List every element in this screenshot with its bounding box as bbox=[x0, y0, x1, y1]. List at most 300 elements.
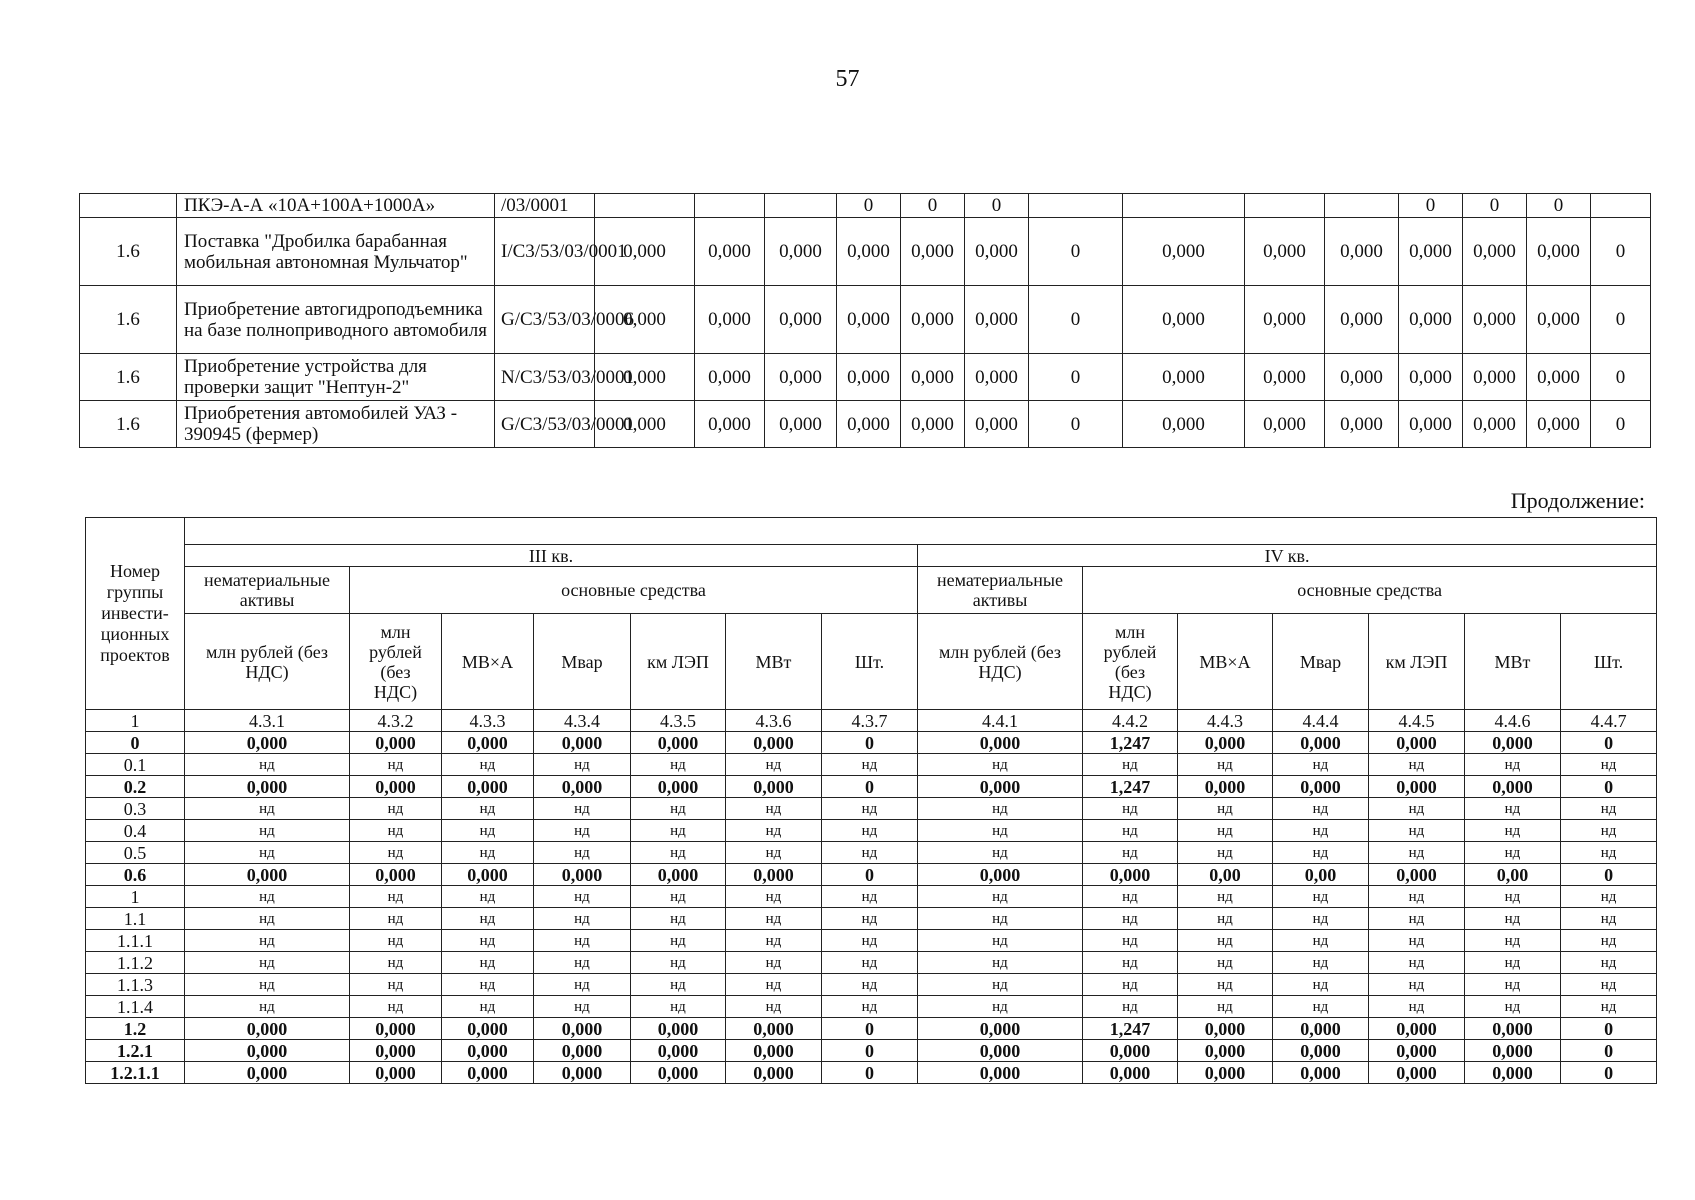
value-cell: 0,000 bbox=[1325, 354, 1399, 401]
q4-fixed-mln-header: млн рублей (без НДС) bbox=[1083, 614, 1178, 710]
value-cell: нд bbox=[726, 886, 822, 908]
value-cell: 0,000 bbox=[534, 1040, 631, 1062]
value-cell: нд bbox=[1273, 908, 1369, 930]
value-cell: нд bbox=[918, 820, 1083, 842]
value-cell: нд bbox=[1561, 820, 1657, 842]
value-cell: нд bbox=[534, 930, 631, 952]
value-cell: 0 bbox=[1561, 776, 1657, 798]
value-cell: 0,000 bbox=[726, 776, 822, 798]
project-name-cell: Поставка "Дробилка барабанная мобильная автономная Мульчатор" bbox=[177, 218, 495, 286]
table-row bbox=[86, 754, 1657, 776]
value-cell: нд bbox=[1465, 754, 1561, 776]
value-cell: нд bbox=[822, 996, 918, 1018]
value-cell: нд bbox=[534, 842, 631, 864]
project-name-cell: ПКЭ-А-А «10А+100А+1000А» bbox=[177, 194, 495, 218]
value-cell: 0,000 bbox=[595, 218, 695, 286]
value-cell: 0,000 bbox=[1273, 1062, 1369, 1084]
value-cell: 0,000 bbox=[1465, 1018, 1561, 1040]
top-table-row bbox=[80, 194, 1651, 218]
table-row bbox=[86, 908, 1657, 930]
value-cell: 0,000 bbox=[631, 1040, 726, 1062]
value-cell: 0,00 bbox=[1178, 864, 1273, 886]
table-row bbox=[86, 710, 1657, 732]
value-cell: 0,000 bbox=[1245, 401, 1325, 448]
value-cell: 0 bbox=[1527, 194, 1591, 218]
value-cell: 4.3.7 bbox=[822, 710, 918, 732]
value-cell: нд bbox=[1561, 930, 1657, 952]
value-cell: 0,000 bbox=[185, 1018, 350, 1040]
value-cell: нд bbox=[442, 908, 534, 930]
value-cell bbox=[1325, 194, 1399, 218]
value-cell: 0,000 bbox=[918, 732, 1083, 754]
continuation-label: Продолжение: bbox=[1510, 488, 1645, 513]
q4-intangible-mln-header: млн рублей (без НДС) bbox=[918, 614, 1083, 710]
value-cell: 0 bbox=[1591, 354, 1651, 401]
value-cell: 0,000 bbox=[185, 1062, 350, 1084]
value-cell: нд bbox=[1273, 952, 1369, 974]
value-cell: нд bbox=[1178, 798, 1273, 820]
value-cell: 0,000 bbox=[695, 354, 765, 401]
value-cell: нд bbox=[822, 930, 918, 952]
table-row bbox=[86, 820, 1657, 842]
value-cell: нд bbox=[442, 886, 534, 908]
value-cell: 0,000 bbox=[1325, 401, 1399, 448]
value-cell: нд bbox=[1465, 996, 1561, 1018]
value-cell: нд bbox=[1083, 974, 1178, 996]
value-cell: 4.3.2 bbox=[350, 710, 442, 732]
value-cell: нд bbox=[1083, 886, 1178, 908]
value-cell bbox=[1591, 194, 1651, 218]
value-cell: 0,000 bbox=[1123, 286, 1245, 354]
value-cell: 0 bbox=[965, 194, 1029, 218]
investment-projects-table-main bbox=[85, 517, 1657, 1084]
value-cell: 0,000 bbox=[765, 218, 837, 286]
value-cell: 0,000 bbox=[1178, 1018, 1273, 1040]
value-cell: нд bbox=[726, 952, 822, 974]
value-cell: 0,000 bbox=[1273, 732, 1369, 754]
project-code-cell: G/C3/53/03/0006 bbox=[495, 286, 595, 354]
group-number-cell: 1.6 bbox=[80, 401, 177, 448]
value-cell: нд bbox=[1273, 974, 1369, 996]
value-cell: 0 bbox=[1029, 354, 1123, 401]
value-cell bbox=[1245, 194, 1325, 218]
value-cell: нд bbox=[350, 952, 442, 974]
quarter-4-header: IV кв. bbox=[918, 545, 1657, 567]
value-cell: нд bbox=[1369, 974, 1465, 996]
group-number-cell: 1.6 bbox=[80, 218, 177, 286]
value-cell: 0,000 bbox=[442, 864, 534, 886]
value-cell: нд bbox=[631, 754, 726, 776]
value-cell: 0,000 bbox=[185, 1040, 350, 1062]
value-cell: нд bbox=[350, 798, 442, 820]
value-cell: нд bbox=[1369, 930, 1465, 952]
value-cell: 0,000 bbox=[631, 776, 726, 798]
value-cell: нд bbox=[726, 842, 822, 864]
value-cell: 0,000 bbox=[765, 286, 837, 354]
value-cell: 1,247 bbox=[1083, 776, 1178, 798]
value-cell: 0,000 bbox=[1245, 286, 1325, 354]
table-row bbox=[86, 842, 1657, 864]
value-cell: нд bbox=[1273, 842, 1369, 864]
value-cell: 1,247 bbox=[1083, 1018, 1178, 1040]
value-cell: 0,000 bbox=[442, 776, 534, 798]
value-cell: 4.4.6 bbox=[1465, 710, 1561, 732]
value-cell: 0,000 bbox=[350, 864, 442, 886]
value-cell: нд bbox=[1083, 952, 1178, 974]
value-cell: нд bbox=[1083, 820, 1178, 842]
value-cell: нд bbox=[1369, 908, 1465, 930]
value-cell: нд bbox=[442, 842, 534, 864]
group-number-cell: 1.2.1 bbox=[86, 1040, 185, 1062]
value-cell: 0,000 bbox=[1465, 1040, 1561, 1062]
value-cell: нд bbox=[1273, 996, 1369, 1018]
value-cell: нд bbox=[726, 754, 822, 776]
table-row bbox=[86, 974, 1657, 996]
value-cell: нд bbox=[1465, 952, 1561, 974]
value-cell: 0,000 bbox=[837, 354, 901, 401]
group-number-cell: 0.3 bbox=[86, 798, 185, 820]
value-cell: 0,000 bbox=[695, 218, 765, 286]
value-cell: нд bbox=[1273, 930, 1369, 952]
value-cell: 0,000 bbox=[1527, 218, 1591, 286]
value-cell: 0 bbox=[822, 732, 918, 754]
value-cell: нд bbox=[631, 842, 726, 864]
value-cell: 0,000 bbox=[726, 732, 822, 754]
value-cell: нд bbox=[918, 886, 1083, 908]
value-cell: нд bbox=[534, 820, 631, 842]
value-cell: 0 bbox=[837, 194, 901, 218]
value-cell: 0,000 bbox=[534, 732, 631, 754]
value-cell: 0,000 bbox=[695, 401, 765, 448]
value-cell: нд bbox=[534, 798, 631, 820]
value-cell: 0 bbox=[822, 1018, 918, 1040]
group-number-cell: 1.6 bbox=[80, 354, 177, 401]
value-cell: нд bbox=[918, 842, 1083, 864]
value-cell: 0,000 bbox=[726, 864, 822, 886]
value-cell: 0,000 bbox=[918, 864, 1083, 886]
value-cell: нд bbox=[1273, 798, 1369, 820]
value-cell: нд bbox=[918, 996, 1083, 1018]
value-cell: нд bbox=[631, 952, 726, 974]
value-cell: 4.4.2 bbox=[1083, 710, 1178, 732]
value-cell: нд bbox=[185, 842, 350, 864]
value-cell: 0,000 bbox=[1178, 1062, 1273, 1084]
investment-projects-table-top bbox=[79, 193, 1651, 448]
value-cell: 0,000 bbox=[837, 286, 901, 354]
project-name-cell: Приобретение автогидроподъемника на базе полноприводного автомобиля bbox=[177, 286, 495, 354]
q3-km-header: км ЛЭП bbox=[631, 614, 726, 710]
top-table-row bbox=[80, 354, 1651, 401]
value-cell: 0,000 bbox=[534, 864, 631, 886]
value-cell: 0,000 bbox=[1369, 1062, 1465, 1084]
group-number-header: Номер группы инвести-ционных проектов bbox=[86, 518, 185, 710]
value-cell: 0,000 bbox=[442, 1040, 534, 1062]
value-cell: 0,000 bbox=[442, 1062, 534, 1084]
table-row bbox=[86, 732, 1657, 754]
project-name-cell: Приобретение устройства для проверки защит "Нептун-2" bbox=[177, 354, 495, 401]
value-cell: 0,000 bbox=[595, 286, 695, 354]
value-cell: нд bbox=[1465, 842, 1561, 864]
value-cell: нд bbox=[822, 908, 918, 930]
value-cell: 0 bbox=[822, 776, 918, 798]
value-cell: нд bbox=[726, 930, 822, 952]
q4-fixed-assets-header: основные средства bbox=[1083, 567, 1657, 614]
q3-sht-header: Шт. bbox=[822, 614, 918, 710]
value-cell: 0,000 bbox=[1369, 1040, 1465, 1062]
value-cell: нд bbox=[1561, 886, 1657, 908]
group-number-cell: 0.5 bbox=[86, 842, 185, 864]
q3-mvar-header: Мвар bbox=[534, 614, 631, 710]
q4-mva-header: МВ×А bbox=[1178, 614, 1273, 710]
value-cell: 0,000 bbox=[350, 732, 442, 754]
group-number-cell: 1.1.2 bbox=[86, 952, 185, 974]
value-cell: 0 bbox=[822, 1062, 918, 1084]
top-table-row bbox=[80, 401, 1651, 448]
value-cell: нд bbox=[350, 930, 442, 952]
value-cell: 0,000 bbox=[631, 732, 726, 754]
table-row bbox=[86, 1040, 1657, 1062]
value-cell: 0,000 bbox=[350, 776, 442, 798]
table-row bbox=[86, 864, 1657, 886]
value-cell: 0,000 bbox=[1123, 218, 1245, 286]
value-cell: нд bbox=[1465, 974, 1561, 996]
value-cell: нд bbox=[1561, 974, 1657, 996]
value-cell: нд bbox=[185, 798, 350, 820]
value-cell: нд bbox=[822, 798, 918, 820]
value-cell: 4.4.5 bbox=[1369, 710, 1465, 732]
value-cell: 0,000 bbox=[631, 864, 726, 886]
table-row bbox=[86, 952, 1657, 974]
project-code-cell: N/C3/53/03/0001 bbox=[495, 354, 595, 401]
value-cell: нд bbox=[1465, 930, 1561, 952]
value-cell: нд bbox=[350, 996, 442, 1018]
value-cell: нд bbox=[1465, 820, 1561, 842]
value-cell: 0,000 bbox=[1399, 401, 1463, 448]
value-cell: 0 bbox=[1561, 1040, 1657, 1062]
value-cell: нд bbox=[726, 798, 822, 820]
group-number-cell bbox=[80, 194, 177, 218]
value-cell: 0,000 bbox=[1083, 1040, 1178, 1062]
value-cell: 0,000 bbox=[901, 354, 965, 401]
value-cell: нд bbox=[185, 820, 350, 842]
value-cell: нд bbox=[1369, 820, 1465, 842]
q3-intangible-header: нематериальные активы bbox=[185, 567, 350, 614]
value-cell: нд bbox=[534, 996, 631, 1018]
value-cell: 0 bbox=[1591, 401, 1651, 448]
value-cell: 4.3.3 bbox=[442, 710, 534, 732]
value-cell: нд bbox=[1273, 754, 1369, 776]
value-cell: нд bbox=[918, 952, 1083, 974]
q3-fixed-assets-header: основные средства bbox=[350, 567, 918, 614]
value-cell: 0,000 bbox=[1465, 732, 1561, 754]
group-number-cell: 1 bbox=[86, 886, 185, 908]
value-cell: 0,000 bbox=[901, 218, 965, 286]
value-cell: 0,000 bbox=[631, 1018, 726, 1040]
value-cell: 0,000 bbox=[1369, 864, 1465, 886]
value-cell: нд bbox=[1561, 996, 1657, 1018]
table-row bbox=[86, 776, 1657, 798]
value-cell: 0,000 bbox=[1527, 401, 1591, 448]
table-row bbox=[86, 886, 1657, 908]
project-code-cell: I/C3/53/03/0001 bbox=[495, 218, 595, 286]
value-cell: нд bbox=[350, 820, 442, 842]
group-number-cell: 0.2 bbox=[86, 776, 185, 798]
value-cell: 0 bbox=[1463, 194, 1527, 218]
group-number-cell: 0 bbox=[86, 732, 185, 754]
value-cell: нд bbox=[1561, 842, 1657, 864]
value-cell: нд bbox=[918, 908, 1083, 930]
value-cell: нд bbox=[1083, 996, 1178, 1018]
value-cell: 0,000 bbox=[765, 354, 837, 401]
value-cell: 0 bbox=[1561, 732, 1657, 754]
value-cell: нд bbox=[726, 820, 822, 842]
value-cell: 0,000 bbox=[1325, 286, 1399, 354]
value-cell: 0,000 bbox=[901, 286, 965, 354]
value-cell: 0,000 bbox=[726, 1018, 822, 1040]
value-cell: 0,000 bbox=[918, 1062, 1083, 1084]
value-cell: 0,000 bbox=[1369, 732, 1465, 754]
value-cell: нд bbox=[1178, 952, 1273, 974]
value-cell: нд bbox=[631, 798, 726, 820]
value-cell: 0,000 bbox=[1273, 1040, 1369, 1062]
value-cell: 0,000 bbox=[1178, 776, 1273, 798]
value-cell: нд bbox=[1178, 930, 1273, 952]
value-cell: 0,000 bbox=[534, 1062, 631, 1084]
value-cell: нд bbox=[822, 842, 918, 864]
value-cell: 0,000 bbox=[1325, 218, 1399, 286]
value-cell: 0 bbox=[901, 194, 965, 218]
table-row bbox=[86, 996, 1657, 1018]
value-cell: 0,00 bbox=[1465, 864, 1561, 886]
value-cell: нд bbox=[185, 996, 350, 1018]
value-cell: 0 bbox=[1399, 194, 1463, 218]
value-cell: 0 bbox=[1029, 401, 1123, 448]
value-cell: 0,000 bbox=[965, 218, 1029, 286]
value-cell: 0,000 bbox=[918, 1018, 1083, 1040]
table-row bbox=[86, 1018, 1657, 1040]
value-cell: нд bbox=[534, 886, 631, 908]
value-cell: нд bbox=[1561, 952, 1657, 974]
value-cell: нд bbox=[1083, 842, 1178, 864]
value-cell: нд bbox=[442, 798, 534, 820]
value-cell: 0,000 bbox=[965, 401, 1029, 448]
value-cell: 0 bbox=[1561, 864, 1657, 886]
value-cell: нд bbox=[185, 754, 350, 776]
value-cell: 0,000 bbox=[765, 401, 837, 448]
value-cell: нд bbox=[1561, 908, 1657, 930]
value-cell: нд bbox=[350, 886, 442, 908]
group-number-cell: 0.6 bbox=[86, 864, 185, 886]
value-cell: нд bbox=[1369, 842, 1465, 864]
value-cell: нд bbox=[442, 754, 534, 776]
value-cell: 0,000 bbox=[1527, 286, 1591, 354]
value-cell: нд bbox=[1369, 886, 1465, 908]
value-cell: нд bbox=[1083, 930, 1178, 952]
value-cell: нд bbox=[442, 952, 534, 974]
value-cell: нд bbox=[1273, 820, 1369, 842]
value-cell: 0,000 bbox=[1178, 1040, 1273, 1062]
q3-intangible-mln-header: млн рублей (без НДС) bbox=[185, 614, 350, 710]
value-cell bbox=[765, 194, 837, 218]
value-cell: нд bbox=[442, 930, 534, 952]
value-cell: нд bbox=[350, 974, 442, 996]
quarter-3-header: III кв. bbox=[185, 545, 918, 567]
value-cell: 0,000 bbox=[1463, 218, 1527, 286]
value-cell: нд bbox=[1273, 886, 1369, 908]
value-cell: нд bbox=[1369, 754, 1465, 776]
group-number-cell: 1.2.1.1 bbox=[86, 1062, 185, 1084]
value-cell: 0,000 bbox=[1178, 732, 1273, 754]
value-cell: 0 bbox=[1591, 286, 1651, 354]
value-cell: нд bbox=[631, 974, 726, 996]
value-cell: нд bbox=[534, 908, 631, 930]
value-cell: нд bbox=[1465, 886, 1561, 908]
value-cell: 0,000 bbox=[1123, 401, 1245, 448]
q4-intangible-header: нематериальные активы bbox=[918, 567, 1083, 614]
value-cell: 0,000 bbox=[1273, 776, 1369, 798]
value-cell: 0 bbox=[1029, 218, 1123, 286]
value-cell: 0,000 bbox=[534, 1018, 631, 1040]
value-cell: 0,000 bbox=[350, 1062, 442, 1084]
value-cell: 0 bbox=[1561, 1018, 1657, 1040]
value-cell: нд bbox=[631, 930, 726, 952]
value-cell bbox=[1123, 194, 1245, 218]
value-cell: 0,000 bbox=[965, 354, 1029, 401]
group-number-cell: 1.1.3 bbox=[86, 974, 185, 996]
value-cell: нд bbox=[185, 930, 350, 952]
value-cell: 0,000 bbox=[1399, 354, 1463, 401]
value-cell: нд bbox=[822, 952, 918, 974]
value-cell: нд bbox=[442, 820, 534, 842]
value-cell: нд bbox=[918, 754, 1083, 776]
value-cell: 0,000 bbox=[350, 1018, 442, 1040]
q4-km-header: км ЛЭП bbox=[1369, 614, 1465, 710]
group-number-cell: 1 bbox=[86, 710, 185, 732]
table-row bbox=[86, 930, 1657, 952]
project-code-cell: /03/0001 bbox=[495, 194, 595, 218]
value-cell: 0,000 bbox=[442, 732, 534, 754]
project-name-cell: Приобретения автомобилей УАЗ - 390945 (фермер) bbox=[177, 401, 495, 448]
value-cell: 0,000 bbox=[918, 1040, 1083, 1062]
value-cell: 4.3.4 bbox=[534, 710, 631, 732]
value-cell: нд bbox=[1178, 820, 1273, 842]
value-cell: 0,000 bbox=[631, 1062, 726, 1084]
value-cell: 4.3.1 bbox=[185, 710, 350, 732]
q4-mw-header: МВт bbox=[1465, 614, 1561, 710]
value-cell: нд bbox=[631, 996, 726, 1018]
value-cell: 0,000 bbox=[837, 401, 901, 448]
value-cell: 0,000 bbox=[1527, 354, 1591, 401]
value-cell: нд bbox=[726, 996, 822, 1018]
value-cell: 0,000 bbox=[901, 401, 965, 448]
value-cell: нд bbox=[1178, 974, 1273, 996]
value-cell: 4.4.7 bbox=[1561, 710, 1657, 732]
value-cell: нд bbox=[350, 908, 442, 930]
value-cell: 0,000 bbox=[1463, 354, 1527, 401]
page-number: 57 bbox=[835, 66, 860, 92]
value-cell: нд bbox=[726, 974, 822, 996]
value-cell: 0,000 bbox=[1273, 1018, 1369, 1040]
value-cell: 0,000 bbox=[1369, 776, 1465, 798]
value-cell: 4.4.1 bbox=[918, 710, 1083, 732]
value-cell: 4.4.3 bbox=[1178, 710, 1273, 732]
value-cell: нд bbox=[631, 908, 726, 930]
value-cell: нд bbox=[1369, 996, 1465, 1018]
value-cell: нд bbox=[185, 952, 350, 974]
table-row bbox=[86, 798, 1657, 820]
group-number-cell: 1.2 bbox=[86, 1018, 185, 1040]
value-cell: нд bbox=[442, 996, 534, 1018]
